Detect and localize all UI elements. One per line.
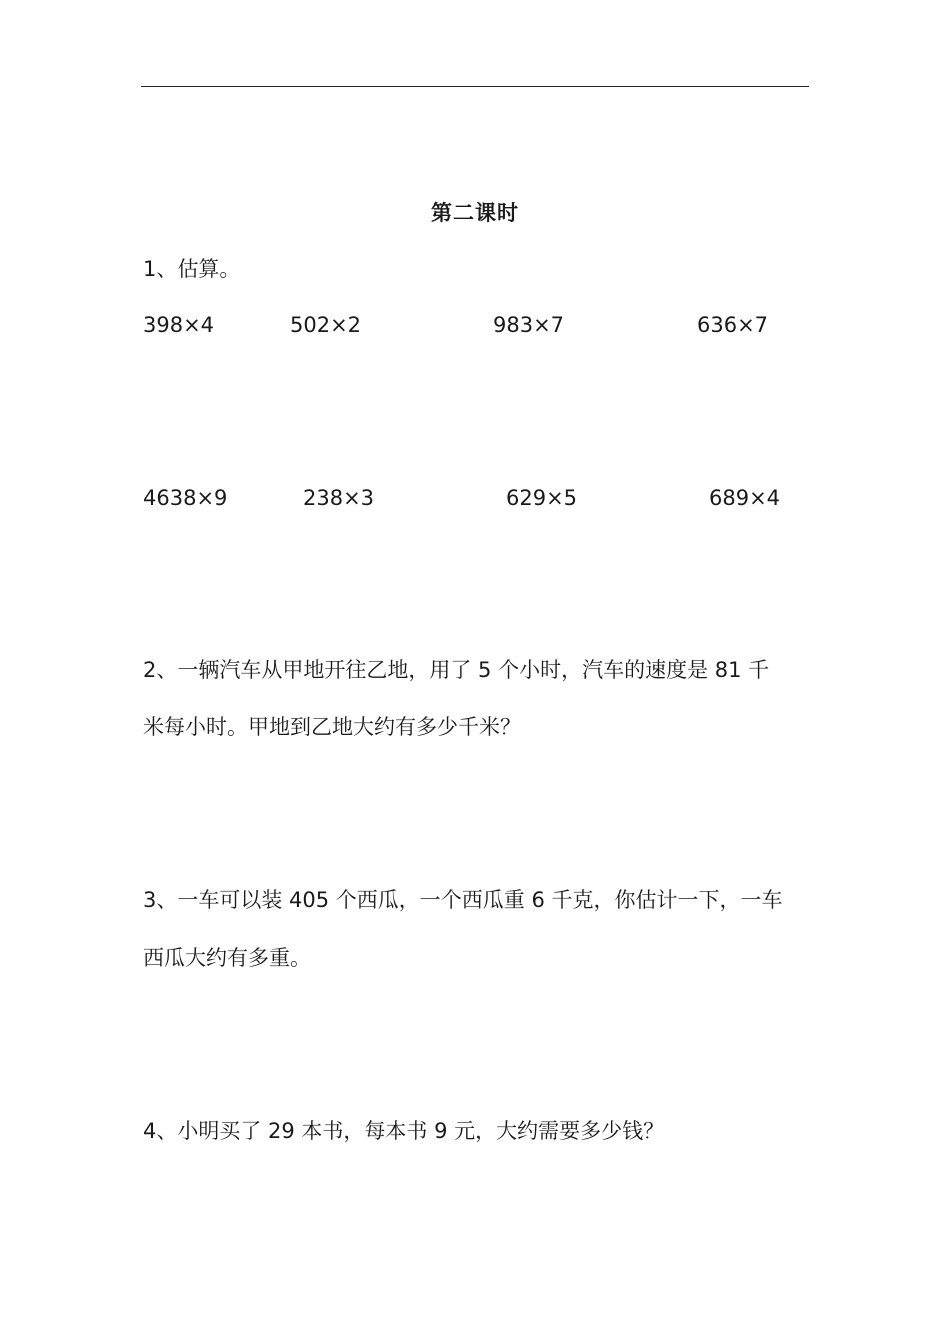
- q1-expression: 983×7: [493, 313, 565, 337]
- q4-line-1: 4、小明买了 29 本书，每本书 9 元，大约需要多少钱？: [143, 1119, 665, 1143]
- q3-line-1: 3、一车可以装 405 个西瓜，一个西瓜重 6 千克，你估计一下，一车: [143, 888, 783, 912]
- q2-line-1: 2、一辆汽车从甲地开往乙地，用了 5 个小时，汽车的速度是 81 千: [143, 658, 770, 682]
- q1-expression: 238×3: [303, 486, 375, 510]
- q1-expression: 4638×9: [143, 486, 228, 510]
- q1-expression: 689×4: [709, 486, 781, 510]
- q1-expression: 502×2: [290, 313, 362, 337]
- q2-line-2: 米每小时。甲地到乙地大约有多少千米？: [143, 715, 521, 739]
- q1-expression: 398×4: [143, 313, 215, 337]
- page-title: 第二课时: [431, 201, 519, 225]
- q1-heading: 1、估算。: [143, 257, 241, 281]
- header-rule: [141, 86, 809, 87]
- q3-line-2: 西瓜大约有多重。: [143, 946, 311, 970]
- q1-expression: 629×5: [506, 486, 578, 510]
- q1-expression: 636×7: [697, 313, 769, 337]
